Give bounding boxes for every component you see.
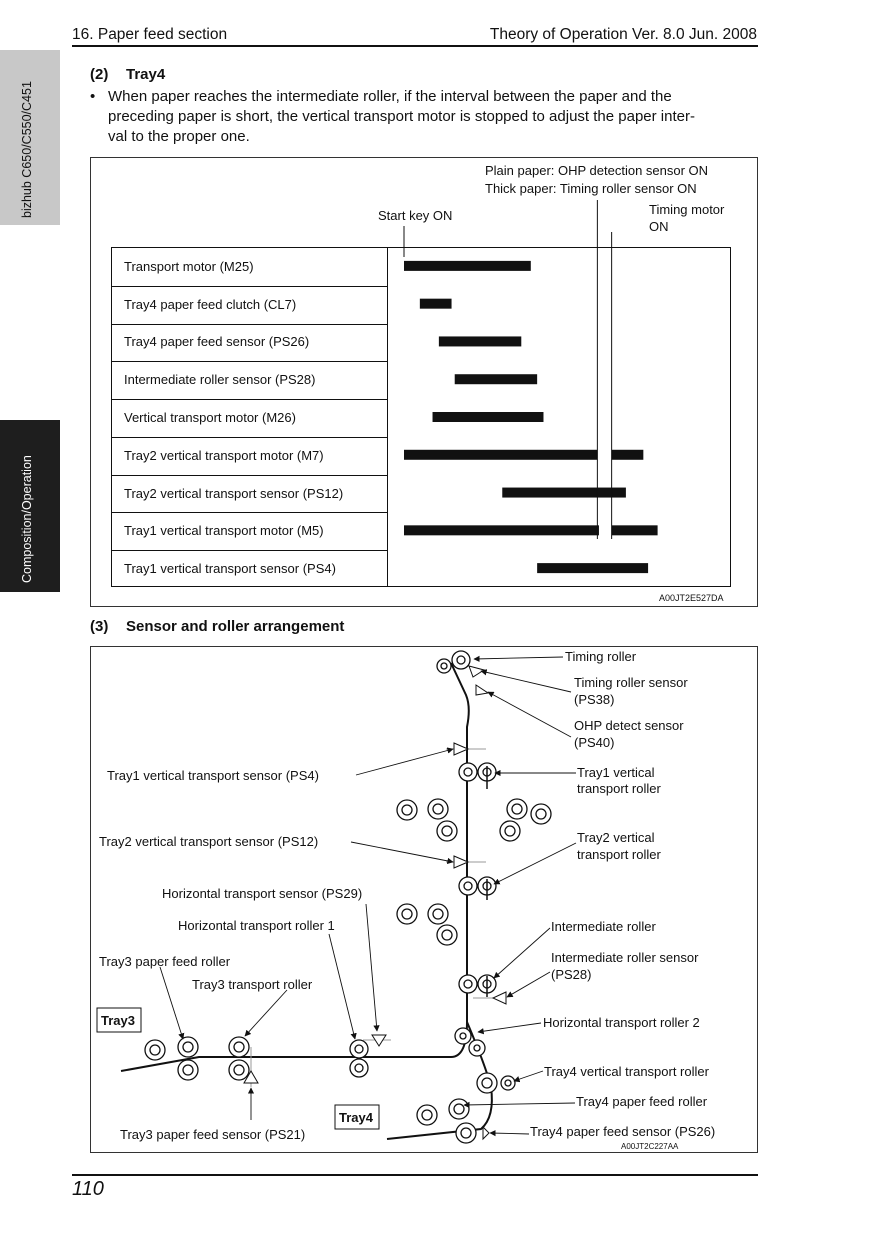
intermediate-roller bbox=[459, 975, 496, 993]
start-key-label: Start key ON bbox=[378, 208, 453, 223]
label-horizontal-sensor: Horizontal transport sensor (PS29) bbox=[162, 886, 363, 901]
timing-bar bbox=[537, 563, 648, 573]
timing-row-label: Tray2 vertical transport motor (M7) bbox=[124, 447, 324, 463]
label-timing-roller-sensor-2: (PS38) bbox=[574, 692, 615, 707]
tray4-feed-sensor-icon bbox=[483, 1127, 489, 1139]
tray4-vertical-transport-roller bbox=[477, 1073, 515, 1093]
tray4-heading: Tray4 bbox=[126, 66, 166, 83]
label-timing-roller-sensor-1: Timing roller sensor bbox=[574, 675, 688, 690]
timing-bar bbox=[455, 374, 537, 384]
label-intermediate-sensor-2: (PS28) bbox=[551, 967, 592, 982]
side-tab-chapter-label: Composition/Operation bbox=[20, 455, 34, 583]
label-ohp-sensor-1: OHP detect sensor bbox=[574, 718, 684, 733]
label-tray4-box: Tray4 bbox=[339, 1110, 373, 1125]
intermediate-sensor-icon bbox=[493, 992, 506, 1004]
side-tab-model-label: bizhub C650/C550/C451 bbox=[20, 81, 34, 218]
label-tray4-feed-roller: Tray4 paper feed roller bbox=[576, 1094, 708, 1109]
label-intermediate-sensor-1: Intermediate roller sensor bbox=[551, 950, 699, 965]
tray4-heading-number: (2) bbox=[90, 66, 109, 83]
tray4-description-line-3: val to the proper one. bbox=[108, 128, 250, 145]
timing-bar bbox=[433, 412, 544, 422]
tray1-vt-sensor-icon bbox=[454, 743, 468, 755]
tray4-description-line-1: When paper reaches the intermediate roller, if the interval between the paper and the bbox=[108, 88, 672, 105]
label-tray3-feed-roller: Tray3 paper feed roller bbox=[99, 954, 231, 969]
page-number: 110 bbox=[72, 1178, 104, 1200]
tray2-vt-sensor-icon bbox=[454, 856, 468, 868]
label-tray2-vt-roller-2: transport roller bbox=[577, 847, 661, 862]
side-tab-model bbox=[0, 50, 60, 225]
tray4-description-line-2: preceding paper is short, the vertical transport motor is stopped to adjust the paper inter- bbox=[108, 108, 695, 125]
arrangement-heading: Sensor and roller arrangement bbox=[126, 618, 345, 635]
horizontal-transport-roller-1 bbox=[350, 1040, 368, 1077]
label-tray3-feed-sensor: Tray3 paper feed sensor (PS21) bbox=[120, 1127, 306, 1142]
label-tray4-feed-sensor: Tray4 paper feed sensor (PS26) bbox=[530, 1124, 716, 1139]
tray3-transport-roller bbox=[229, 1037, 249, 1080]
ohp-detect-sensor-icon bbox=[476, 685, 488, 695]
timing-chart-bars bbox=[91, 158, 759, 608]
timing-row-label: Tray1 vertical transport sensor (PS4) bbox=[124, 561, 336, 577]
tray2-vertical-transport-roller bbox=[459, 877, 496, 895]
timing-chart-figure-code: A00JT2E527DA bbox=[659, 593, 724, 603]
thick-paper-note: Thick paper: Timing roller sensor ON bbox=[485, 181, 697, 196]
label-tray2-vt-sensor: Tray2 vertical transport sensor (PS12) bbox=[99, 834, 319, 849]
footer-rule bbox=[72, 1174, 758, 1176]
tray2-middle-rollers bbox=[397, 904, 457, 945]
timing-chart-frame bbox=[90, 157, 758, 607]
header-rule bbox=[72, 45, 758, 47]
paper-path bbox=[121, 663, 492, 1139]
timing-bar bbox=[404, 525, 599, 535]
timing-row-label: Vertical transport motor (M26) bbox=[124, 410, 296, 425]
timing-bar bbox=[420, 299, 452, 309]
timing-bar bbox=[612, 525, 658, 535]
timing-bar bbox=[404, 450, 597, 460]
tray4-paper-feed-roller bbox=[417, 1099, 476, 1143]
timing-motor-label-line-1: Timing motor bbox=[649, 202, 725, 217]
label-tray1-vt-roller-2: transport roller bbox=[577, 781, 661, 796]
label-horizontal-roller-1: Horizontal transport roller 1 bbox=[178, 918, 335, 933]
timing-row-label: Tray4 paper feed clutch (CL7) bbox=[124, 296, 297, 312]
header-document-title: Theory of Operation Ver. 8.0 Jun. 2008 bbox=[489, 26, 757, 43]
tray1-vertical-transport-roller bbox=[459, 763, 496, 781]
timing-bar bbox=[439, 336, 521, 346]
label-ohp-sensor-2: (PS40) bbox=[574, 735, 615, 750]
tray1-middle-rollers bbox=[397, 799, 551, 841]
timing-row-label: Transport motor (M25) bbox=[124, 258, 254, 274]
label-intermediate-roller: Intermediate roller bbox=[551, 919, 656, 934]
label-tray1-vt-roller-1: Tray1 vertical bbox=[577, 765, 655, 780]
label-tray3-box: Tray3 bbox=[101, 1013, 135, 1028]
side-tab-chapter bbox=[0, 420, 60, 592]
header-section-title: 16. Paper feed section bbox=[72, 26, 228, 43]
arrangement-heading-number: (3) bbox=[90, 618, 109, 635]
bullet-mark: • bbox=[90, 88, 96, 105]
label-tray1-vt-sensor: Tray1 vertical transport sensor (PS4) bbox=[107, 768, 319, 783]
label-tray3-transport-roller: Tray3 transport roller bbox=[192, 977, 313, 992]
plain-paper-note: Plain paper: OHP detection sensor ON bbox=[485, 163, 709, 178]
label-tray4-vt-roller: Tray4 vertical transport roller bbox=[544, 1064, 709, 1079]
label-horizontal-roller-2: Horizontal transport roller 2 bbox=[543, 1015, 700, 1030]
timing-row-label: Tray4 paper feed sensor (PS26) bbox=[124, 334, 310, 350]
timing-bar bbox=[502, 488, 626, 498]
timing-bar bbox=[612, 450, 644, 460]
arrangement-diagram-frame bbox=[90, 646, 758, 1153]
timing-row-label: Tray1 vertical transport motor (M5) bbox=[124, 523, 324, 539]
label-timing-roller: Timing roller bbox=[565, 649, 637, 664]
timing-row-label: Tray2 vertical transport sensor (PS12) bbox=[124, 485, 344, 501]
timing-row-label: Intermediate roller sensor (PS28) bbox=[124, 372, 316, 388]
timing-motor-label-line-2: ON bbox=[649, 219, 669, 234]
timing-bar bbox=[404, 261, 531, 271]
arrangement-figure-code: A00JT2C227AA bbox=[621, 1142, 679, 1151]
horizontal-transport-roller-2 bbox=[455, 1028, 485, 1056]
label-tray2-vt-roller-1: Tray2 vertical bbox=[577, 830, 655, 845]
